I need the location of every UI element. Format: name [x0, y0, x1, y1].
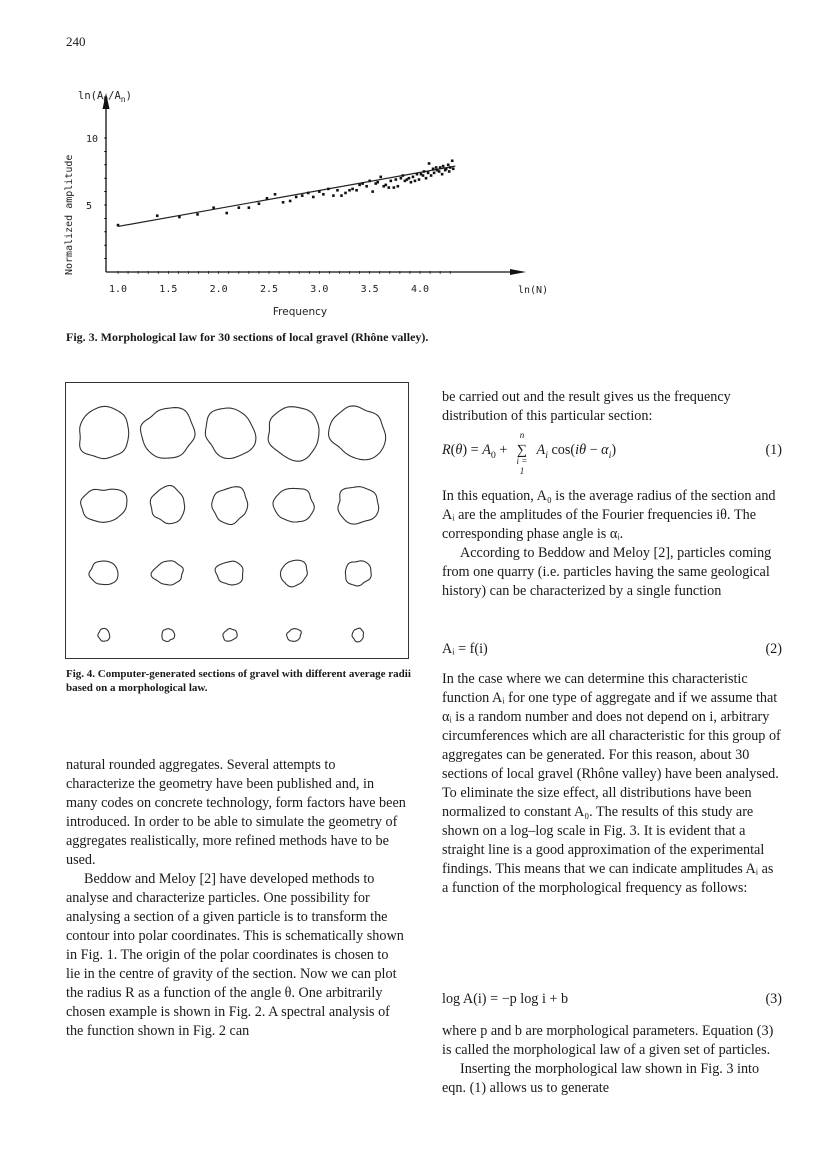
data-point [358, 184, 361, 187]
data-point [423, 170, 426, 173]
x-tick-label: 2.5 [259, 284, 279, 295]
gravel-section-outline [151, 561, 183, 585]
data-point [435, 166, 438, 169]
gravel-section-outline [268, 407, 319, 462]
data-point [318, 190, 321, 193]
equation-1-number: (1) [765, 442, 782, 458]
data-point [196, 213, 199, 216]
equation-3-formula: log A(i) = −p log i + b [442, 991, 569, 1007]
right-paragraph-5: where p and b are morphological parameters. Equation (3) is called the morphological law of a given set of particles. [442, 1023, 774, 1058]
chart-axes [103, 93, 527, 275]
figure-3-caption [66, 330, 428, 344]
gravel-section-outline [212, 487, 248, 525]
gravel-section-outline [281, 560, 308, 587]
data-point [289, 200, 292, 203]
x-axis-arrow [510, 269, 526, 275]
data-point [395, 178, 398, 181]
left-paragraph-2: Beddow and Meloy [2] have developed methods to analyse and characterize particles. One possibility for analysing a section of a given particle is to transform the contour into polar coordinates. This is schematically shown in Fig. 1. The origin of the polar coordinates is chosen to lie in the centre of gravity of the section. Now we can plot the radius R as a function of the angle θ. One arbitrarily chosen example is shown in Fig. 2. A spectral analysis of the function shown in Fig. 2 can [66, 871, 404, 1039]
data-point [365, 185, 368, 188]
data-point [178, 216, 181, 219]
data-point [348, 189, 351, 192]
gravel-section-outline [352, 628, 363, 642]
gravel-section-outline [81, 489, 127, 522]
data-point [414, 180, 417, 183]
data-point [439, 166, 442, 169]
gravel-section-outline [141, 408, 196, 459]
data-point [266, 197, 269, 200]
gravel-section-outline [80, 406, 129, 458]
figure-3-caption-text: Morphological law for 30 sections of local gravel (Rhône valley). [100, 330, 429, 344]
gravel-section-outline [215, 561, 243, 585]
left-column [66, 756, 406, 1041]
right-column-mid [442, 487, 782, 601]
data-point [368, 180, 371, 183]
y-axis-label: Normalized amplitude [64, 154, 75, 275]
right-paragraph-6: Inserting the morphological law shown in Fig. 3 into eqn. (1) allows us to generate [442, 1061, 760, 1096]
subscript: 0 [103, 95, 109, 104]
data-point [274, 193, 277, 196]
data-point [376, 181, 379, 184]
data-point [307, 192, 310, 195]
data-point [416, 173, 419, 176]
data-point [312, 196, 315, 199]
gravel-section-outline [345, 561, 371, 586]
gravel-section-outline [223, 629, 237, 642]
fit-line-group [118, 166, 455, 226]
data-point [258, 202, 261, 205]
data-point [248, 206, 251, 209]
data-point [344, 192, 347, 195]
x-tick-label: 4.0 [410, 284, 430, 295]
gravel-section-outline [273, 488, 314, 522]
data-point [433, 172, 436, 175]
x-tick-label: 3.0 [310, 284, 329, 295]
data-point [430, 174, 433, 177]
data-point [451, 159, 454, 162]
data-point [425, 177, 428, 180]
y-tick-label: 10 [86, 134, 99, 145]
data-point [156, 214, 159, 217]
data-point [225, 212, 228, 215]
equation-2-formula: Aᵢ = f(i) [442, 641, 488, 657]
data-point [282, 201, 285, 204]
equation-3 [442, 991, 782, 1008]
gravel-section-outline [162, 629, 175, 642]
data-point [327, 188, 330, 191]
figure-4-gravel-sections [66, 383, 408, 658]
data-point [336, 189, 339, 192]
data-point [445, 168, 448, 171]
data-point [412, 176, 415, 179]
equation-3-number: (3) [765, 991, 782, 1007]
data-point [212, 206, 215, 209]
data-point [402, 174, 405, 177]
chart-ticks [86, 134, 450, 295]
figure-3-caption-label: Fig. 3. [66, 330, 98, 344]
gravel-section-outline [150, 486, 184, 524]
data-point [379, 176, 382, 179]
data-point [238, 206, 241, 209]
gravel-section-outline [287, 629, 302, 642]
data-point [449, 166, 452, 169]
equation-2 [442, 641, 782, 658]
data-point [441, 173, 444, 176]
data-point [400, 177, 403, 180]
subscript: n [120, 95, 126, 104]
data-point [442, 165, 445, 168]
y-axis-top-label [78, 90, 132, 104]
data-point [295, 196, 298, 199]
data-points [117, 159, 455, 226]
figure-4-caption-label: Fig. 4. [66, 668, 96, 680]
data-point [422, 174, 425, 177]
data-point [332, 194, 335, 197]
data-point [397, 185, 400, 188]
x-tick-label: 2.0 [209, 284, 228, 295]
x-tick-label: 3.5 [360, 284, 379, 295]
fit-line [118, 166, 455, 226]
equation-1-formula: $R(\theta) = A_0$ + n ∑ i = 1 $A_i$ $\cos(i\theta - \alpha_i)$ [442, 430, 617, 476]
figure-4-caption [66, 667, 416, 695]
data-point [361, 182, 364, 185]
data-point [452, 168, 455, 171]
data-point [351, 188, 354, 191]
data-point [355, 189, 358, 192]
x-tick-label: 1.5 [159, 284, 178, 295]
data-point [301, 194, 304, 197]
data-point [408, 177, 411, 180]
equation-2-number: (2) [765, 641, 782, 657]
data-point [384, 184, 387, 187]
right-column-end [442, 1022, 782, 1098]
data-point [432, 168, 435, 171]
data-point [427, 172, 430, 175]
data-point [371, 190, 374, 193]
figure-3-chart [50, 85, 550, 320]
label-part: /A [108, 90, 121, 102]
left-paragraph-1: natural rounded aggregates. Several attempts to characterize the geometry have been published and, in many codes on concrete technology, form factors have been introduced. In order to be able to simulate the geometry of aggregates realistically, more refined methods have to be used. [66, 757, 406, 868]
gravel-section-outline [329, 406, 386, 460]
data-point [448, 170, 451, 173]
figure-4-frame [65, 382, 409, 659]
label-part: ln(A [78, 90, 104, 102]
data-point [387, 186, 390, 189]
x-tick-label: 1.0 [108, 284, 128, 295]
data-point [418, 178, 421, 181]
data-point [340, 194, 343, 197]
page-number: 240 [66, 34, 86, 49]
right-paragraph-4: In the case where we can determine this characteristic function Aᵢ for one type of aggregate and if we assume that αᵢ is a random number and does not depend on i, arbitrary circumferences which are all characteristic for this group of aggregates can be generated. For this reason, about 30 sections of local gravel (Rhône valley) have been analysed. To eliminate the size effect, all distributions have been normalized to constant A₀. The results of this study are shown on a log–log scale in Fig. 3. It is evident that a straight line is a good approximation of the experimental findings. This means that we can indicate amplitudes Aᵢ as a function of the morphological frequency as follows: [442, 671, 781, 896]
equation-1 [442, 430, 782, 476]
gravel-section-outline [98, 628, 110, 641]
right-paragraph-3: According to Beddow and Meloy [2], particles coming from one quarry (i.e. particles having the same geological history) can be characterized by a single function [442, 545, 772, 599]
data-point [322, 193, 325, 196]
right-paragraph-1: be carried out and the result gives us the frequency distribution of this particular section: [442, 389, 731, 424]
data-point [438, 170, 441, 173]
data-point [447, 164, 450, 167]
data-point [390, 180, 393, 183]
right-paragraph-2: In this equation, A₀ is the average radius of the section and Aᵢ are the amplitudes of the Fourier frequencies iθ. The corresponding phase angle is αᵢ. [442, 488, 776, 542]
data-point [393, 186, 396, 189]
label-part: ) [125, 90, 132, 102]
data-point [117, 224, 120, 227]
figure-4-caption-text: Computer-generated sections of gravel with different average radii based on a morphological law. [66, 668, 411, 694]
data-point [410, 181, 413, 184]
x-axis-label: Frequency [272, 306, 328, 318]
gravel-section-outline [338, 487, 379, 524]
data-point [428, 162, 431, 165]
x-axis-end-label: ln(N) [518, 285, 549, 296]
gravel-section-outline [89, 561, 118, 585]
gravel-section-outline [205, 408, 256, 459]
y-tick-label: 5 [86, 201, 93, 212]
